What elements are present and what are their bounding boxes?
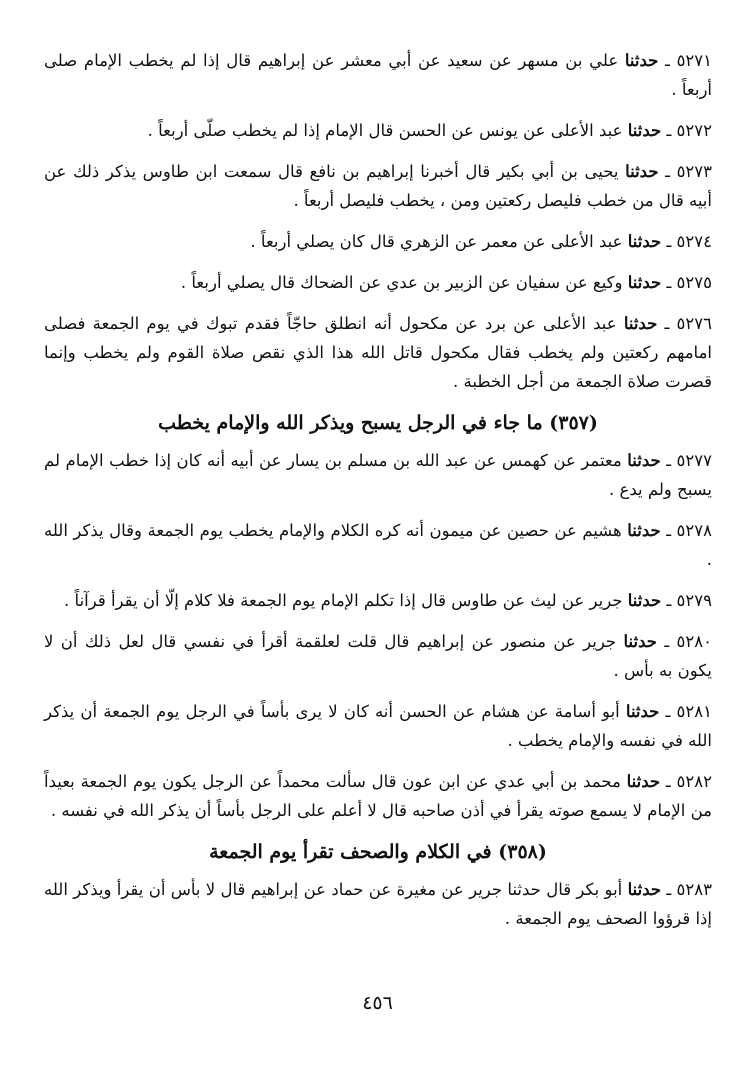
hadith-lead: حدثنا <box>627 880 662 899</box>
hadith-text: محمد بن أبي عدي عن ابن عون قال سألت محمداً عن الرجل يكون يوم الجمعة بعيداً من الإمام لا يسمع صوته يقرأ في أذن صاحبه قال لا أعلم على الرجل بأساً أن يذكر الله في نفسه . <box>44 772 712 820</box>
hadith-lead: حدثنا <box>626 772 661 791</box>
hadith-text: جرير عن منصور عن إبراهيم قال قلت لعلقمة أقرأ في نفسي قال لعل ذلك أن لا يكون به بأس . <box>44 632 712 680</box>
hadith: ٥٢٨٠ ـ حدثنا جرير عن منصور عن إبراهيم قال قلت لعلقمة أقرأ في نفسي قال لعل ذلك أن لا يكون به بأس . <box>44 632 712 680</box>
hadith-lead: حدثنا <box>623 632 657 651</box>
hadith: ٥٢٧٦ ـ حدثنا عبد الأعلى عن برد عن مكحول أنه انطلق حاجّاً فقدم تبوك في يوم الجمعة فصلى امامهم ركعتين ولم يخطب فقال مكحول قاتل الله هذا الذي نقص صلاة القوم ولم يخطب وإنما قصرت صلاة الجمعة من أجل الخطبة . <box>44 314 712 391</box>
hadith-number: ٥٢٧١ <box>676 51 713 70</box>
hadith-lead: حدثنا <box>624 51 659 70</box>
hadith-number: ٥٢٨٠ <box>676 632 712 651</box>
hadith-lead: حدثنا <box>627 273 662 292</box>
hadith-number: ٥٢٧٣ <box>676 162 713 181</box>
hadith-number: ٥٢٨١ <box>676 702 712 721</box>
hadith: ٥٢٧١ ـ حدثنا علي بن مسهر عن سعيد عن أبي معشر عن إبراهيم قال إذا لم يخطب الإمام صلى أربعاً . <box>44 51 713 99</box>
hadith-number: ٥٢٧٩ <box>676 591 712 610</box>
hadith-lead: حدثنا <box>627 591 662 610</box>
hadith-text: علي بن مسهر عن سعيد عن أبي معشر عن إبراهيم قال إذا لم يخطب الإمام صلى أربعاً . <box>44 51 712 99</box>
hadith-number: ٥٢٧٨ <box>676 521 712 540</box>
hadith-lead: حدثنا <box>627 451 661 470</box>
hadith: ٥٢٧٩ ـ حدثنا جرير عن ليث عن طاوس قال إذا تكلم الإمام يوم الجمعة فلا كلام إلّا أن يقرأ قرآناً . <box>64 591 712 610</box>
hadith-number: ٥٢٧٧ <box>676 451 712 470</box>
hadith: ٥٢٧٤ ـ حدثنا عبد الأعلى عن معمر عن الزهري قال كان يصلي أربعاً . <box>250 232 712 251</box>
hadith: ٥٢٨٢ ـ حدثنا محمد بن أبي عدي عن ابن عون قال سألت محمداً عن الرجل يكون يوم الجمعة بعيداً من الإمام لا يسمع صوته يقرأ في أذن صاحبه قال لا أعلم على الرجل بأساً أن يذكر الله في نفسه . <box>44 772 712 820</box>
hadith-lead: حدثنا <box>627 121 662 140</box>
hadith-lead: حدثنا <box>627 521 661 540</box>
hadith-number: ٥٢٧٤ <box>676 232 712 251</box>
hadith-number: ٥٢٧٥ <box>676 273 712 292</box>
page-number: ٤٥٦ <box>362 992 393 1014</box>
hadith-text: وكيع عن سفيان عن الزبير بن عدي عن الضحاك قال يصلي أربعاً . <box>180 273 628 292</box>
hadith: ٥٢٨١ ـ حدثنا أبو أسامة عن هشام عن الحسن أنه كان لا يرى بأساً في الرجل يوم الجمعة أن يذكر الله في نفسه والإمام يخطب . <box>44 702 712 750</box>
hadith-lead: حدثنا <box>627 232 662 251</box>
hadith-lead: حدثنا <box>623 314 658 333</box>
hadith: ٥٢٨٣ ـ حدثنا أبو بكر قال حدثنا جرير عن مغيرة عن حماد عن إبراهيم قال لا بأس أن يقرأ ويذكر الله إذا قرؤوا الصحف يوم الجمعة . <box>44 880 712 928</box>
chapter-heading: (٣٥٧) ما جاء في الرجل يسبح ويذكر الله والإمام يخطب <box>158 412 598 434</box>
hadith-text: أبو أسامة عن هشام عن الحسن أنه كان لا يرى بأساً في الرجل يوم الجمعة أن يذكر الله في نفسه والإمام يخطب . <box>44 702 712 750</box>
hadith: ٥٢٧٨ ـ حدثنا هشيم عن حصين عن ميمون أنه كره الكلام والإمام يخطب يوم الجمعة وقال يذكر الله . <box>44 521 712 569</box>
hadith-text: يحيى بن أبي بكير قال أخبرنا إبراهيم بن نافع قال سمعت ابن طاوس يذكر ذلك عن أبيه قال من خطب فليصل ركعتين ومن ، يخطب فليصل أربعاً . <box>44 162 712 210</box>
page-body <box>44 46 712 945</box>
chapter-heading: (٣٥٨) في الكلام والصحف تقرأ يوم الجمعة <box>209 841 547 863</box>
hadith: ٥٢٧٥ ـ حدثنا وكيع عن سفيان عن الزبير بن عدي عن الضحاك قال يصلي أربعاً . <box>180 273 712 292</box>
hadith-text: عبد الأعلى عن معمر عن الزهري قال كان يصلي أربعاً . <box>250 232 628 251</box>
hadith-text: معتمر عن كهمس عن عبد الله بن مسلم بن يسار عن أبيه أنه كان إذا خطب الإمام لم يسبح ولم يدع . <box>44 451 712 499</box>
hadith: ٥٢٧٧ ـ حدثنا معتمر عن كهمس عن عبد الله بن مسلم بن يسار عن أبيه أنه كان إذا خطب الإمام لم يسبح ولم يدع . <box>44 451 712 499</box>
hadith: ٥٢٧٢ ـ حدثنا عبد الأعلى عن يونس عن الحسن قال الإمام إذا لم يخطب صلّى أربعاً . <box>147 121 712 140</box>
hadith-text: جرير عن ليث عن طاوس قال إذا تكلم الإمام يوم الجمعة فلا كلام إلّا أن يقرأ قرآناً . <box>64 591 628 610</box>
hadith-text: أبو بكر قال حدثنا جرير عن مغيرة عن حماد عن إبراهيم قال لا بأس أن يقرأ ويذكر الله إذا قرؤوا الصحف يوم الجمعة . <box>44 880 712 928</box>
hadith-lead: حدثنا <box>625 702 660 721</box>
hadith-number: ٥٢٨٢ <box>676 772 712 791</box>
hadith: ٥٢٧٣ ـ حدثنا يحيى بن أبي بكير قال أخبرنا إبراهيم بن نافع قال سمعت ابن طاوس يذكر ذلك عن أبيه قال من خطب فليصل ركعتين ومن ، يخطب فليصل أربعاً . <box>44 162 713 210</box>
hadith-text: هشيم عن حصين عن ميمون أنه كره الكلام والإمام يخطب يوم الجمعة وقال يذكر الله . <box>44 521 712 569</box>
hadith-number: ٥٢٧٦ <box>676 314 712 333</box>
hadith-lead: حدثنا <box>625 162 659 181</box>
hadith-text: عبد الأعلى عن برد عن مكحول أنه انطلق حاجّاً فقدم تبوك في يوم الجمعة فصلى امامهم ركعتين ولم يخطب فقال مكحول قاتل الله هذا الذي نقص صلاة القوم ولم يخطب وإنما قصرت صلاة الجمعة من أجل الخطبة . <box>44 314 712 391</box>
hadith-number: ٥٢٨٣ <box>676 880 712 899</box>
hadith-text: عبد الأعلى عن يونس عن الحسن قال الإمام إذا لم يخطب صلّى أربعاً . <box>147 121 628 140</box>
hadith-number: ٥٢٧٢ <box>676 121 712 140</box>
